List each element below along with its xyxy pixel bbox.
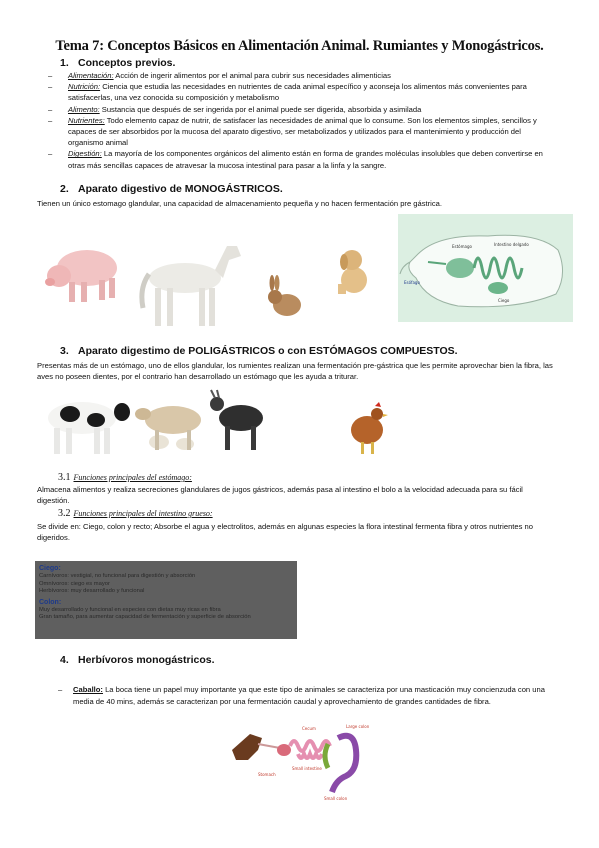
section-heading-2: 2. Aparato digestivo de MONOGÁSTRICOS. (60, 183, 283, 195)
rabbit-illustration (265, 275, 305, 319)
dog-illustration (330, 246, 372, 296)
box-heading-ciego: Ciego: (39, 565, 61, 572)
page-title: Tema 7: Conceptos Básicos en Alimentación Animal. Rumiantes y Monogástricos. (55, 38, 544, 54)
horse-digestive-system-diagram (228, 720, 378, 802)
caballo-label: Caballo: (73, 685, 103, 694)
list-item: – Nutrición: Ciencia que estudia las necesidades en nutrientes de cada animal específico y aconseja los alimentos más convenientes para satisfacerlas, una vez conocida su composición y metabolismo (48, 82, 527, 103)
subsection-3-2: 3.2 Funciones principales del intestino grueso: (58, 508, 213, 519)
box-heading-colon: Colon: (39, 598, 62, 606)
svg-text:Cecum: Cecum (302, 726, 316, 731)
list-item: – Alimentación: Acción de ingerir alimentos por el animal para cubrir sus necesidades alimenticias (48, 71, 391, 80)
intestine-functions-text: Se divide en: Ciego, colon y recto; Absorbe el agua y electrolitos, además en algunas especies la flora intestinal fermenta fibra y otros nutrientes no digeridos. (37, 522, 533, 543)
stomach-functions-text: Almacena alimentos y realiza secreciones glandulares de jugos gástricos, además pasa al intestino el bolo a la velocidad adecuada para su fácil digestión. (37, 485, 523, 506)
box-line: Muy desarrollado y funcional en especies con dietas muy ricas en fibra (39, 606, 221, 613)
list-item: – Digestión: La mayoría de los componentes orgánicos del alimento están en forma de grandes moléculas insolubles que deben convertirse en otras más sencillas capaces de atravesar la mucosa intestinal para pasar a la linfa y la sangre. (48, 149, 543, 170)
cow-illustration (38, 390, 130, 456)
ciego-colon-box (35, 561, 297, 639)
svg-text:Small intestine: Small intestine (292, 766, 322, 771)
box-line: Herbívoros: muy desarrollado y funcional (39, 588, 145, 594)
svg-text:Large colon: Large colon (346, 724, 370, 729)
svg-text:Stomach: Stomach (258, 772, 276, 777)
svg-text:Intestino delgado: Intestino delgado (494, 242, 529, 247)
subsection-3-1: 3.1 Funciones principales del estómago: (58, 472, 192, 483)
pig-digestive-system-diagram (398, 214, 573, 322)
concepts-list (48, 70, 548, 171)
caballo-paragraph: – Caballo: La boca tiene un papel muy importante ya que este tipo de animales se caracteriza por una masticación muy concienzuda con una media de 40 mins, además se caracterizan por una fermentación caudal y aprovechamiento de grandes cantidades de fibra. (58, 685, 545, 707)
section-heading-4: 4. Herbívoros monogástricos. (60, 654, 215, 666)
box-line: Omnívoros: ciego es mayor (39, 580, 110, 587)
monogastric-text: Tienen un único estomago glandular, una capacidad de almacenamiento pequeña y no hacen fermentación pre gástrica. (37, 199, 442, 208)
svg-text:Small colon: Small colon (324, 796, 348, 801)
polygastric-text: Presentas más de un estómago, uno de ellos glandular, los rumientes realizan una fermentación pre-gástrica que les permite aprovechar bien la fibra, las aves no poseen dientes, por el contrario han desarrollado un estómago que les ayuda a triturar. (37, 361, 553, 382)
hen-illustration (345, 402, 389, 456)
pig-illustration (45, 238, 125, 308)
horse-illustration (137, 238, 243, 330)
list-item: – Nutrientes: Todo elemento capaz de nutrir, de satisfacer las necesidades de animal que lo consume. Son los elementos simples, sencillos y capaces de ser absorbidos por la mucosa del aparato digestivo, ser metabolizados y utilizados para el mantenimiento y producción del organismo animal (48, 115, 537, 148)
svg-text:Esófago: Esófago (404, 280, 420, 285)
box-line: Carnívoros: vestigial, no funcional para digestión y absorción (39, 573, 196, 579)
box-line: Gran tamaño, para aumentar capacidad de fermentación y superficie de absorción (39, 614, 251, 620)
section-title: Conceptos previos. (78, 57, 176, 69)
section-heading-1 (60, 57, 175, 69)
list-item: – Alimento: Sustancia que después de ser ingerida por el animal puede ser digerida, absorbida y asimilada (48, 104, 422, 114)
sheep-illustration (133, 398, 207, 458)
goat-illustration (207, 388, 269, 452)
svg-text:Estómago: Estómago (452, 244, 472, 249)
section-number: 1. (60, 57, 69, 69)
svg-text:Ciego: Ciego (498, 298, 510, 303)
section-heading-3: 3. Aparato digestimo de POLIGÁSTRICOS o con ESTÓMAGOS COMPUESTOS. (60, 345, 458, 357)
